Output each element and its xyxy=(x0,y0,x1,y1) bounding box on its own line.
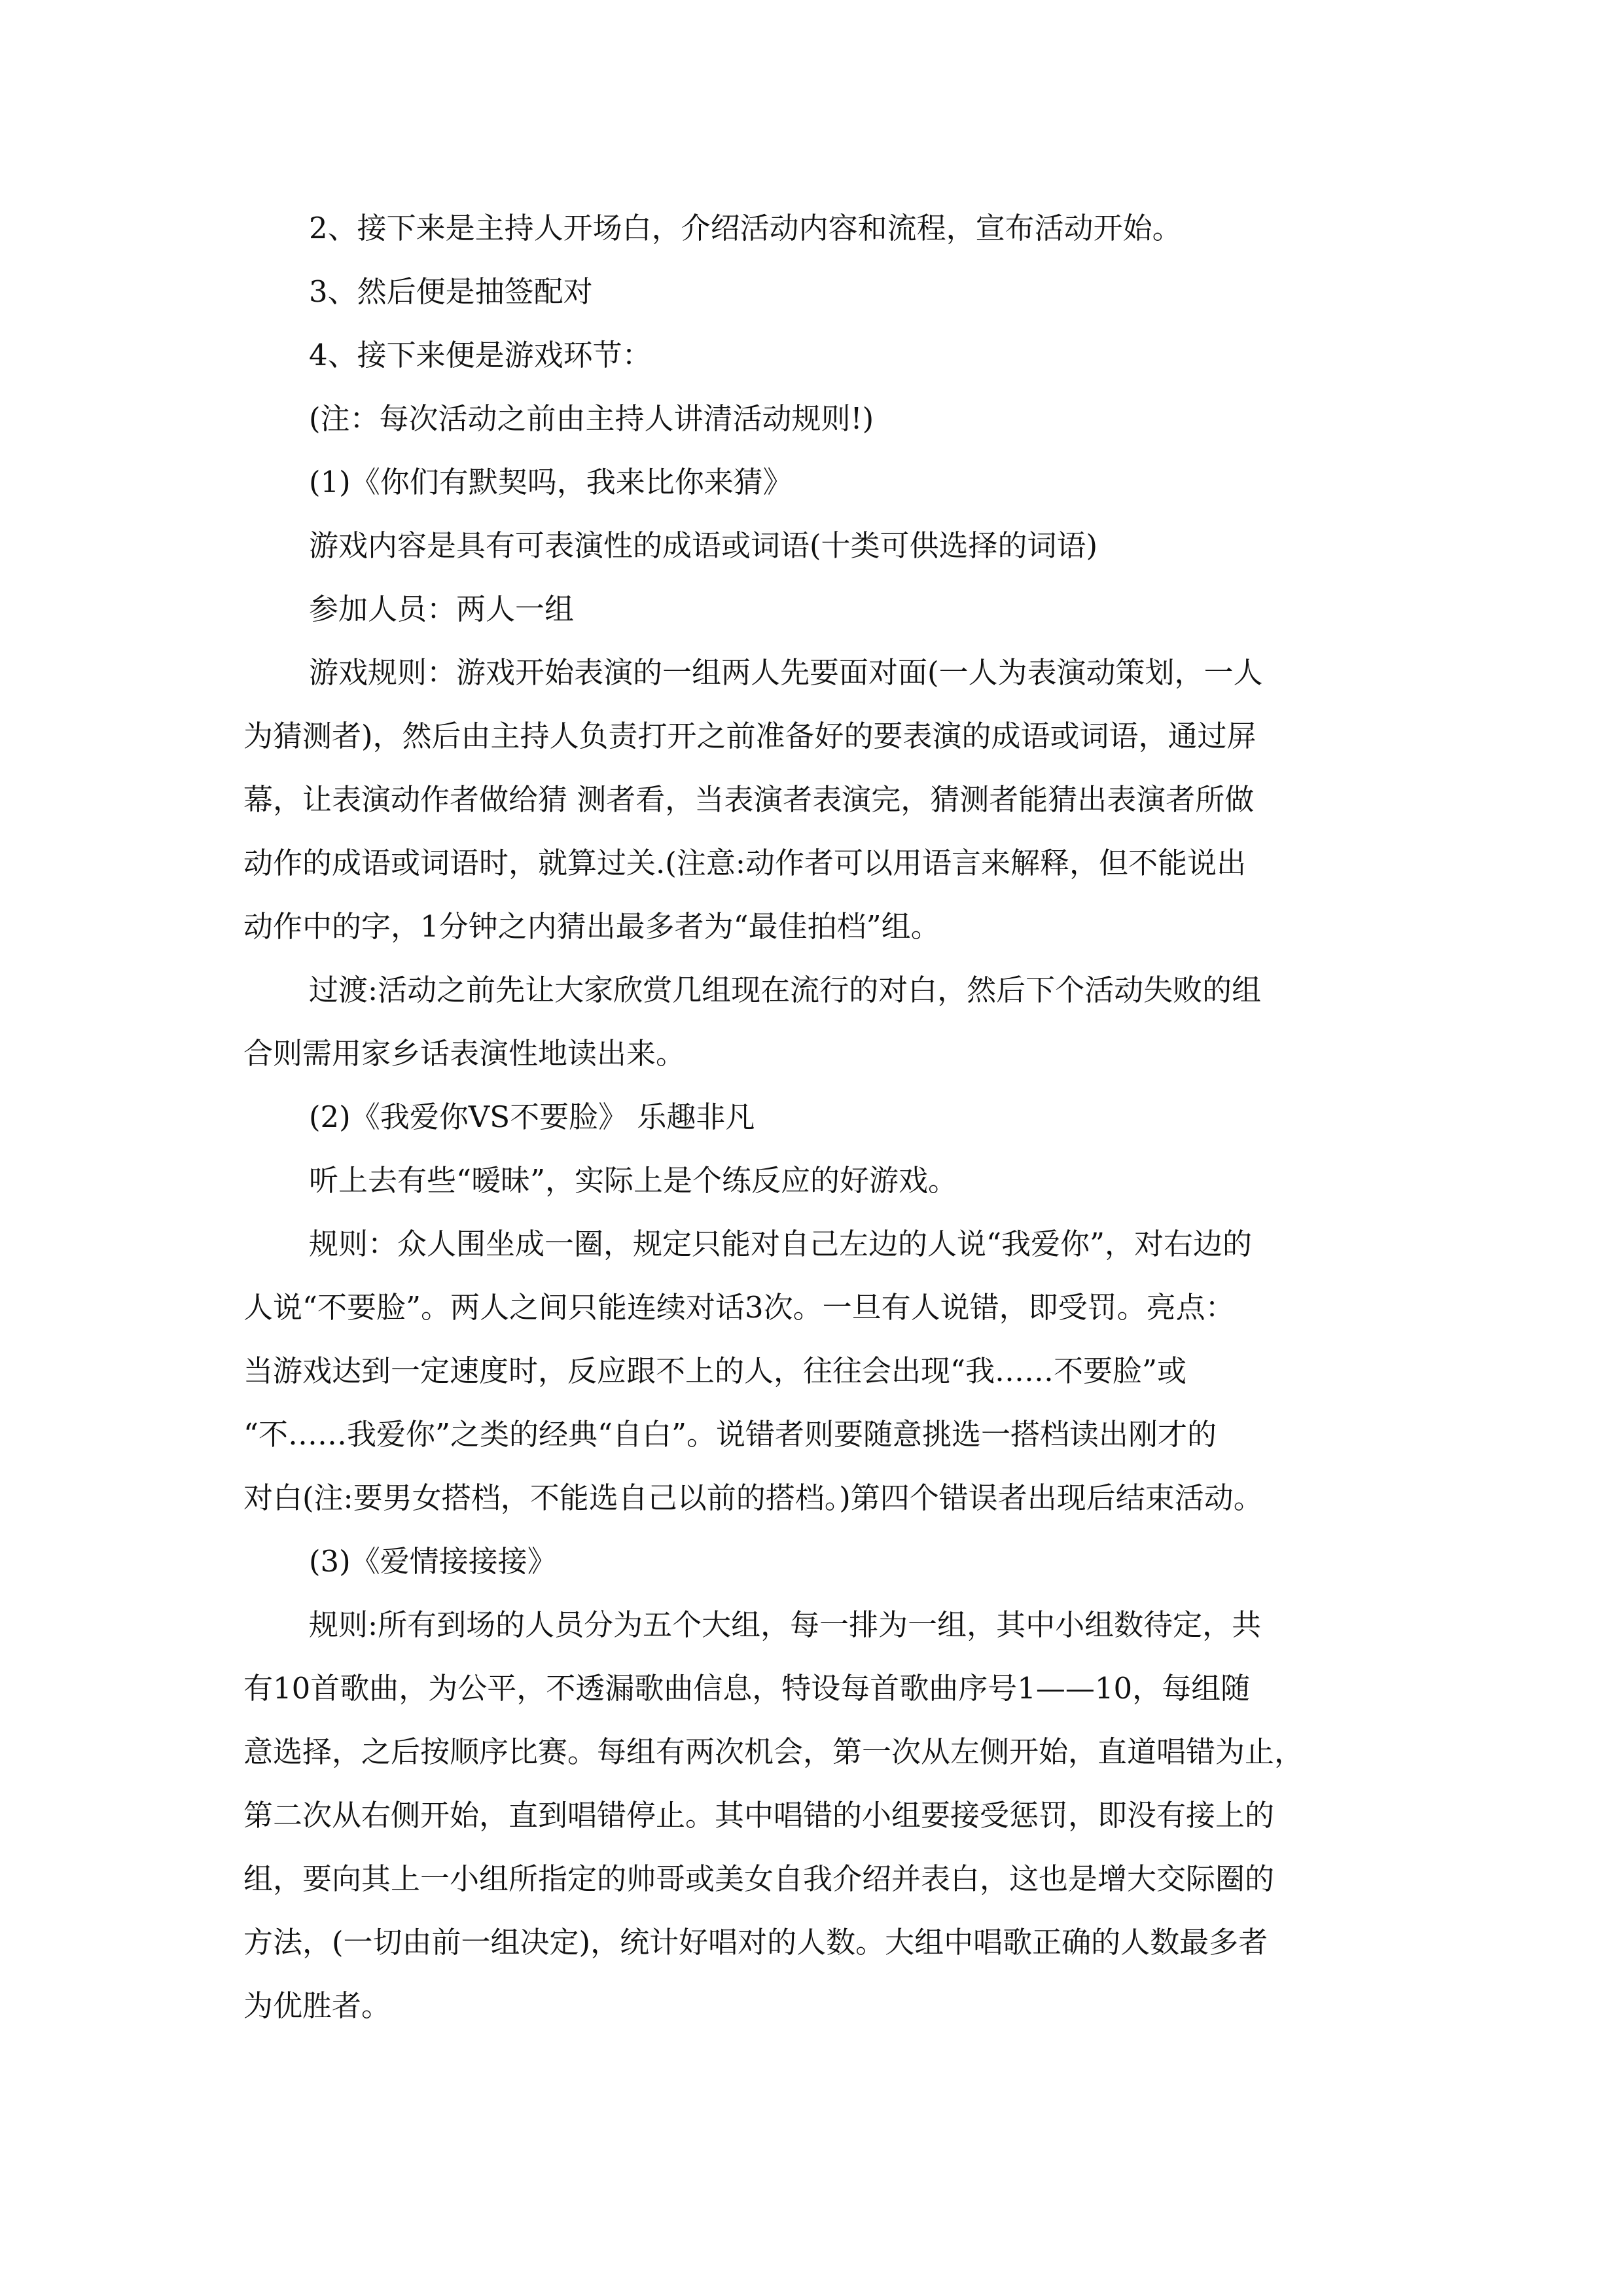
paragraph-line: 方法，(一切由前一组决定)，统计好唱对的人数。大组中唱歌正确的人数最多者 xyxy=(243,1925,1268,1960)
game-3-rules-paragraph xyxy=(243,1593,1381,2037)
paragraph-line: 为猜测者)，然后由主持人负责打开之前准备好的要表演的成语或词语，通过屏 xyxy=(243,719,1257,753)
step-2-line: 2、接下来是主持人开场白，介绍活动内容和流程，宣布活动开始。 xyxy=(309,211,1182,245)
paragraph-line: 动作的成语或词语时，就算过关.(注意:动作者可以用语言来解释，但不能说出 xyxy=(243,846,1247,880)
paragraph-line: 第二次从右侧开始，直到唱错停止。其中唱错的小组要接受惩罚，即没有接上的 xyxy=(243,1798,1275,1833)
paragraph-line: 合则需用家乡话表演性地读出来。 xyxy=(243,1036,686,1071)
game-2-rules-paragraph xyxy=(243,1212,1381,1530)
step-3-line: 3、然后便是抽签配对 xyxy=(309,274,593,309)
game-1-participants: 参加人员：两人一组 xyxy=(309,592,575,626)
note-line: (注：每次活动之前由主持人讲清活动规则!) xyxy=(309,401,874,436)
game-2-intro: 听上去有些“暧昧”，实际上是个练反应的好游戏。 xyxy=(309,1163,958,1198)
paragraph-line: 规则：众人围坐成一圈，规定只能对自己左边的人说“我爱你”，对右边的 xyxy=(309,1227,1253,1261)
paragraph-line: “不……我爱你”之类的经典“自白”。说错者则要随意挑选一搭档读出刚才的 xyxy=(243,1417,1217,1452)
paragraph-line: 为优胜者。 xyxy=(243,1988,391,2023)
step-4-line: 4、接下来便是游戏环节： xyxy=(309,338,652,372)
paragraph-line: 组，要向其上一小组所指定的帅哥或美女自我介绍并表白，这也是增大交际圈的 xyxy=(243,1861,1275,1896)
paragraph-line: 规则:所有到场的人员分为五个大组，每一排为一组，其中小组数待定，共 xyxy=(309,1607,1262,1642)
paragraph-line: 意选择，之后按顺序比赛。每组有两次机会，第一次从左侧开始，直道唱错为止， xyxy=(243,1734,1304,1769)
paragraph-line: 过渡:活动之前先让大家欣赏几组现在流行的对白，然后下个活动失败的组 xyxy=(309,973,1262,1007)
paragraph-line: 对白(注:要男女搭档，不能选自己以前的搭档。)第四个错误者出现后结束活动。 xyxy=(243,1480,1263,1515)
document-body xyxy=(243,196,1381,2037)
transition-paragraph xyxy=(243,958,1381,1085)
game-1-title: (1)《你们有默契吗，我来比你来猜》 xyxy=(309,465,793,499)
paragraph-line: 幕，让表演动作者做给猜 测者看，当表演者表演完，猜测者能猜出表演者所做 xyxy=(243,782,1255,817)
paragraph-line: 动作中的字，1分钟之内猜出最多者为“最佳拍档”组。 xyxy=(243,909,940,944)
paragraph-line: 有10首歌曲，为公平，不透漏歌曲信息，特设每首歌曲序号1——10，每组随 xyxy=(243,1671,1251,1706)
game-1-rules-paragraph xyxy=(243,641,1381,958)
paragraph-line: 人说“不要脸”。两人之间只能连续对话3次。一旦有人说错，即受罚。亮点： xyxy=(243,1290,1235,1325)
paragraph-line: 当游戏达到一定速度时，反应跟不上的人，往往会出现“我……不要脸”或 xyxy=(243,1354,1187,1388)
game-3-title: (3)《爱情接接接》 xyxy=(309,1544,557,1579)
game-2-title: (2)《我爱你VS不要脸》 乐趣非凡 xyxy=(309,1100,755,1134)
game-1-content: 游戏内容是具有可表演性的成语或词语(十类可供选择的词语) xyxy=(309,528,1098,563)
paragraph-line: 游戏规则：游戏开始表演的一组两人先要面对面(一人为表演动策划，一人 xyxy=(309,655,1263,690)
